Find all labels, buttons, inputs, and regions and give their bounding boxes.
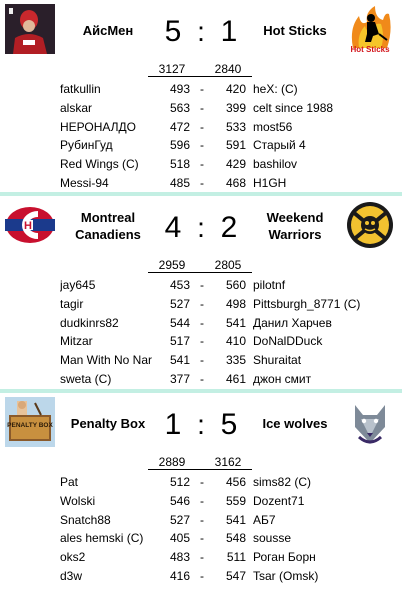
away-player[interactable]: bashilov: [253, 157, 298, 172]
player-rows: [0, 473, 402, 586]
home-player-score: 518: [169, 157, 190, 172]
home-player[interactable]: Wolski: [60, 493, 96, 508]
away-score: 2: [220, 211, 238, 244]
away-player[interactable]: Dozent71: [253, 493, 305, 508]
away-player[interactable]: Роган Борн: [253, 550, 316, 565]
table-row: [0, 492, 402, 511]
home-player[interactable]: Pat: [60, 475, 79, 489]
home-player-score: 485: [169, 175, 190, 190]
away-player[interactable]: sousse: [253, 531, 292, 546]
away-player[interactable]: Shuraitat: [253, 353, 302, 368]
away-player-score: 498: [225, 296, 246, 311]
away-player[interactable]: Pittsburgh_8771 (C): [253, 296, 361, 311]
away-score: 1: [220, 15, 238, 48]
home-player-score: 527: [169, 512, 190, 527]
home-player-score: 517: [169, 334, 190, 349]
home-score: 5: [164, 15, 182, 48]
score-dash: -: [200, 175, 204, 190]
away-player-score: 399: [225, 100, 246, 115]
score-dash: -: [200, 568, 204, 583]
away-player-score: 335: [225, 353, 246, 368]
home-score: 4: [164, 211, 182, 244]
table-row: [0, 473, 402, 492]
away-player[interactable]: most56: [253, 119, 293, 134]
warriors-logo-icon[interactable]: [345, 200, 395, 250]
score-colon: :: [197, 409, 205, 440]
away-player-score: 461: [225, 371, 246, 386]
home-player-score: 453: [169, 278, 190, 292]
away-team-name[interactable]: Weekend Warriors: [266, 210, 324, 242]
match-card: [0, 196, 402, 390]
home-player[interactable]: oks2: [60, 550, 86, 565]
table-row: [0, 276, 402, 295]
away-player-score: 533: [225, 119, 246, 134]
home-player-score: 596: [169, 138, 190, 153]
table-row: [0, 80, 402, 99]
home-player-score: 546: [169, 493, 190, 508]
score-dash: -: [200, 493, 204, 508]
home-player-score: 527: [169, 296, 190, 311]
table-row: [0, 314, 402, 333]
penalty-box-logo-icon[interactable]: [5, 397, 55, 447]
match-header: [0, 0, 402, 60]
table-row: [0, 511, 402, 530]
away-player-score: 410: [225, 334, 246, 349]
penalty-box-logo-text: PENALTY BOX: [7, 422, 53, 429]
table-row: [0, 529, 402, 548]
away-player-score: 541: [225, 315, 246, 330]
table-row: [0, 351, 402, 370]
away-player-score: 591: [225, 138, 246, 153]
away-total: 2805: [214, 258, 242, 272]
away-player[interactable]: celt since 1988: [253, 100, 334, 115]
away-player-score: 429: [225, 157, 246, 172]
away-player[interactable]: джон смит: [253, 371, 312, 386]
table-row: [0, 548, 402, 567]
away-player-score: 468: [225, 175, 246, 190]
home-team-name[interactable]: АйсМен: [82, 22, 134, 38]
table-row: [0, 136, 402, 155]
home-total: 2959: [158, 258, 186, 272]
home-player[interactable]: dudkinrs82: [60, 315, 119, 330]
score-dash: -: [200, 296, 204, 311]
home-player[interactable]: tagir: [60, 296, 84, 311]
home-player[interactable]: Red Wings (C): [60, 157, 139, 172]
away-team-name[interactable]: Ice wolves: [262, 415, 328, 431]
home-player-score: 512: [169, 475, 190, 489]
home-total: 2889: [158, 455, 186, 469]
score-dash: -: [200, 531, 204, 546]
wolf-logo-icon[interactable]: [345, 397, 395, 447]
home-player-score: 493: [169, 82, 190, 96]
away-player-score: 420: [225, 82, 246, 96]
match-card: [0, 393, 402, 587]
score-dash: -: [200, 334, 204, 349]
table-row: [0, 332, 402, 351]
team-totals: [148, 62, 252, 77]
hot-sticks-logo-text: Hot Sticks: [350, 45, 390, 54]
home-total: 3127: [158, 62, 186, 76]
away-player-score: 548: [225, 531, 246, 546]
home-player[interactable]: jay645: [60, 278, 96, 292]
score-dash: -: [200, 371, 204, 386]
table-row: [0, 370, 402, 389]
home-player[interactable]: d3w: [60, 568, 83, 583]
away-player-score: 541: [225, 512, 246, 527]
hockey-player-avatar-icon[interactable]: [5, 4, 55, 54]
table-row: [0, 567, 402, 586]
score-colon: :: [197, 212, 205, 243]
player-rows: [0, 80, 402, 193]
away-player-score: 547: [225, 568, 246, 583]
home-player[interactable]: НЕРОНАЛДО: [60, 119, 137, 134]
home-player[interactable]: Messi-94: [60, 175, 109, 190]
score-dash: -: [200, 82, 204, 96]
away-player[interactable]: DoNalDDuck: [253, 334, 323, 349]
canadiens-logo-icon[interactable]: [5, 200, 55, 250]
away-player[interactable]: АБ7: [253, 512, 276, 527]
away-player-score: 560: [225, 278, 246, 292]
table-row: [0, 174, 402, 193]
match-header: [0, 196, 402, 256]
away-player[interactable]: H1GH: [253, 175, 287, 190]
home-player-score: 544: [169, 315, 190, 330]
match-card: [0, 0, 402, 194]
table-row: [0, 295, 402, 314]
home-player-score: 483: [169, 550, 190, 565]
score-dash: -: [200, 119, 204, 134]
away-player[interactable]: pilotnf: [253, 278, 286, 292]
home-player[interactable]: ales hemski (C): [60, 531, 144, 546]
home-player[interactable]: fatkullin: [60, 82, 101, 96]
away-team-name[interactable]: Hot Sticks: [263, 22, 327, 38]
table-row: [0, 99, 402, 118]
home-player-score: 416: [169, 568, 190, 583]
home-player[interactable]: Snatch88: [60, 512, 111, 527]
home-player-score: 472: [169, 119, 190, 134]
score-dash: -: [200, 100, 204, 115]
hot-sticks-logo-icon[interactable]: [345, 4, 395, 54]
score-dash: -: [200, 353, 204, 368]
home-player-score: 405: [169, 531, 190, 546]
team-totals: [148, 258, 252, 273]
away-score: 5: [220, 408, 238, 441]
away-total: 2840: [214, 62, 242, 76]
score-dash: -: [200, 550, 204, 565]
home-player-score: 377: [169, 371, 190, 386]
away-player[interactable]: Tsar (Omsk): [253, 568, 319, 583]
score-dash: -: [200, 475, 204, 489]
home-player[interactable]: alskar: [60, 100, 93, 115]
score-colon: :: [197, 16, 205, 47]
home-team-name[interactable]: Montreal Canadiens: [75, 210, 141, 242]
svg-text:H: H: [24, 220, 32, 232]
away-player[interactable]: sims82 (C): [253, 475, 312, 489]
score-dash: -: [200, 315, 204, 330]
score-dash: -: [200, 512, 204, 527]
table-row: [0, 155, 402, 174]
table-row: [0, 118, 402, 137]
team-totals: [148, 455, 252, 470]
away-player[interactable]: Старый 4: [253, 138, 306, 153]
home-score: 1: [164, 408, 182, 441]
away-total: 3162: [214, 455, 242, 469]
away-player[interactable]: heX: (C): [253, 82, 298, 96]
away-player-score: 511: [226, 550, 246, 565]
match-header: [0, 393, 402, 453]
home-player[interactable]: РубинГуд: [60, 138, 113, 153]
away-player[interactable]: Данил Харчев: [253, 315, 332, 330]
score-dash: -: [200, 278, 204, 292]
home-team-name[interactable]: Penalty Box: [70, 415, 146, 431]
home-player[interactable]: sweta (C): [60, 371, 112, 386]
player-rows: [0, 276, 402, 389]
away-player-score: 456: [225, 475, 246, 489]
home-player[interactable]: Mitzar: [60, 334, 93, 349]
score-dash: -: [200, 157, 204, 172]
home-player-score: 563: [169, 100, 190, 115]
score-dash: -: [200, 138, 204, 153]
away-player-score: 559: [225, 493, 246, 508]
home-player[interactable]: Man With No Nar: [60, 353, 153, 368]
home-player-score: 541: [169, 353, 190, 368]
